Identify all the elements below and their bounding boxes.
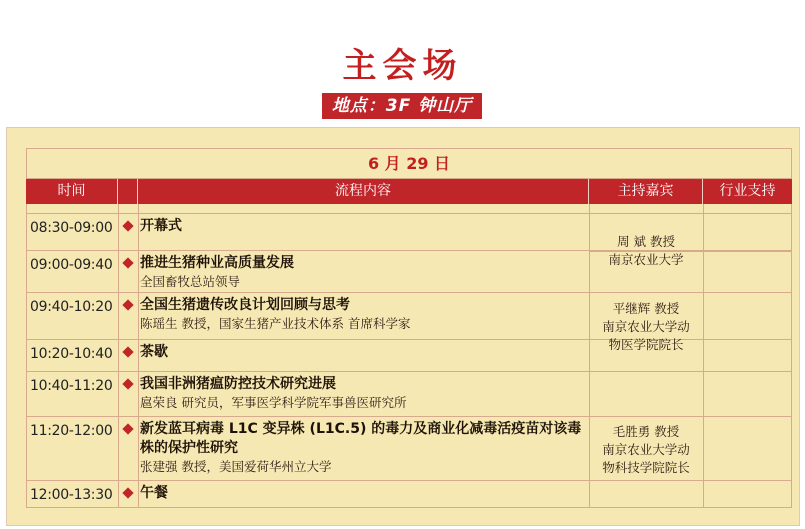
time-cell: 10:20-10:40 bbox=[30, 346, 113, 362]
table-row bbox=[26, 372, 792, 417]
page-title: 主会场 bbox=[342, 46, 463, 86]
host-name: 平继辉 教授 bbox=[612, 301, 680, 316]
content-cell bbox=[138, 481, 588, 507]
diamond-icon bbox=[120, 214, 137, 250]
column-header-time: 时间 bbox=[26, 179, 118, 204]
session-speaker: 全国畜牧总站领导 bbox=[140, 274, 241, 289]
grid-line bbox=[138, 204, 139, 508]
time-cell: 08:30-09:00 bbox=[30, 220, 113, 236]
session-speaker: 扈荣良 研究员，军事医学科学院军事兽医研究所 bbox=[140, 395, 407, 410]
content-cell bbox=[138, 340, 588, 371]
schedule-table bbox=[26, 148, 792, 508]
host-cell bbox=[589, 300, 703, 354]
grid-line bbox=[703, 204, 704, 508]
session-speaker: 张建强 教授，美国爱荷华州立大学 bbox=[140, 459, 332, 474]
schedule-panel bbox=[6, 127, 800, 526]
column-header-support: 行业支持 bbox=[719, 183, 776, 199]
host-affiliation: 物科技学院院长 bbox=[602, 460, 690, 475]
time-cell: 12:00-13:30 bbox=[30, 487, 113, 503]
host-affiliation: 南京农业大学动 bbox=[602, 442, 690, 457]
content-cell bbox=[138, 372, 588, 416]
diamond-icon bbox=[120, 251, 137, 292]
host-affiliation: 南京农业大学动 bbox=[602, 319, 690, 334]
time-cell: 11:20-12:00 bbox=[30, 423, 113, 439]
column-header-content: 流程内容 bbox=[138, 179, 589, 204]
table-row bbox=[26, 481, 792, 508]
diamond-icon bbox=[120, 417, 137, 480]
host-name: 周 斌 教授 bbox=[617, 234, 675, 249]
time-cell: 09:00-09:40 bbox=[30, 257, 113, 273]
time-cell: 10:40-11:20 bbox=[30, 378, 113, 394]
session-title: 全国生猪遗传改良计划回顾与思考 bbox=[140, 297, 350, 313]
content-cell bbox=[138, 293, 588, 339]
grid-line bbox=[26, 204, 27, 508]
session-title: 午餐 bbox=[140, 485, 168, 501]
host-cell bbox=[589, 423, 703, 477]
diamond-icon bbox=[120, 372, 137, 416]
diamond-icon bbox=[120, 340, 137, 371]
session-speaker: 陈瑶生 教授，国家生猪产业技术体系 首席科学家 bbox=[140, 316, 411, 331]
grid-line bbox=[791, 204, 792, 508]
session-title: 新发蓝耳病毒 L1C 变异株 (L1C.5) 的毒力及商业化减毒活疫苗对该毒株的保护性研究 bbox=[140, 421, 582, 456]
host-name: 毛胜勇 教授 bbox=[612, 424, 680, 439]
host-affiliation: 物医学院院长 bbox=[608, 337, 684, 352]
host-cell bbox=[589, 233, 703, 269]
venue-badge: 地点：3F 钟山厅 bbox=[322, 93, 482, 119]
date-header: 6 月 29 日 bbox=[26, 148, 792, 179]
content-cell bbox=[138, 251, 588, 292]
content-cell bbox=[138, 214, 588, 250]
column-header-spacer bbox=[118, 179, 138, 204]
session-title: 我国非洲猪瘟防控技术研究进展 bbox=[140, 376, 336, 392]
column-header-host: 主持嘉宾 bbox=[589, 179, 703, 204]
time-cell: 09:40-10:20 bbox=[30, 299, 113, 315]
content-cell bbox=[138, 417, 588, 480]
grid-line bbox=[118, 204, 119, 508]
diamond-icon bbox=[120, 293, 137, 339]
session-title: 开幕式 bbox=[140, 218, 182, 234]
diamond-icon bbox=[120, 481, 137, 507]
host-affiliation: 南京农业大学 bbox=[608, 252, 684, 267]
session-title: 茶歇 bbox=[140, 344, 168, 360]
column-header-row bbox=[26, 179, 792, 204]
session-title: 推进生猪种业高质量发展 bbox=[140, 255, 294, 271]
